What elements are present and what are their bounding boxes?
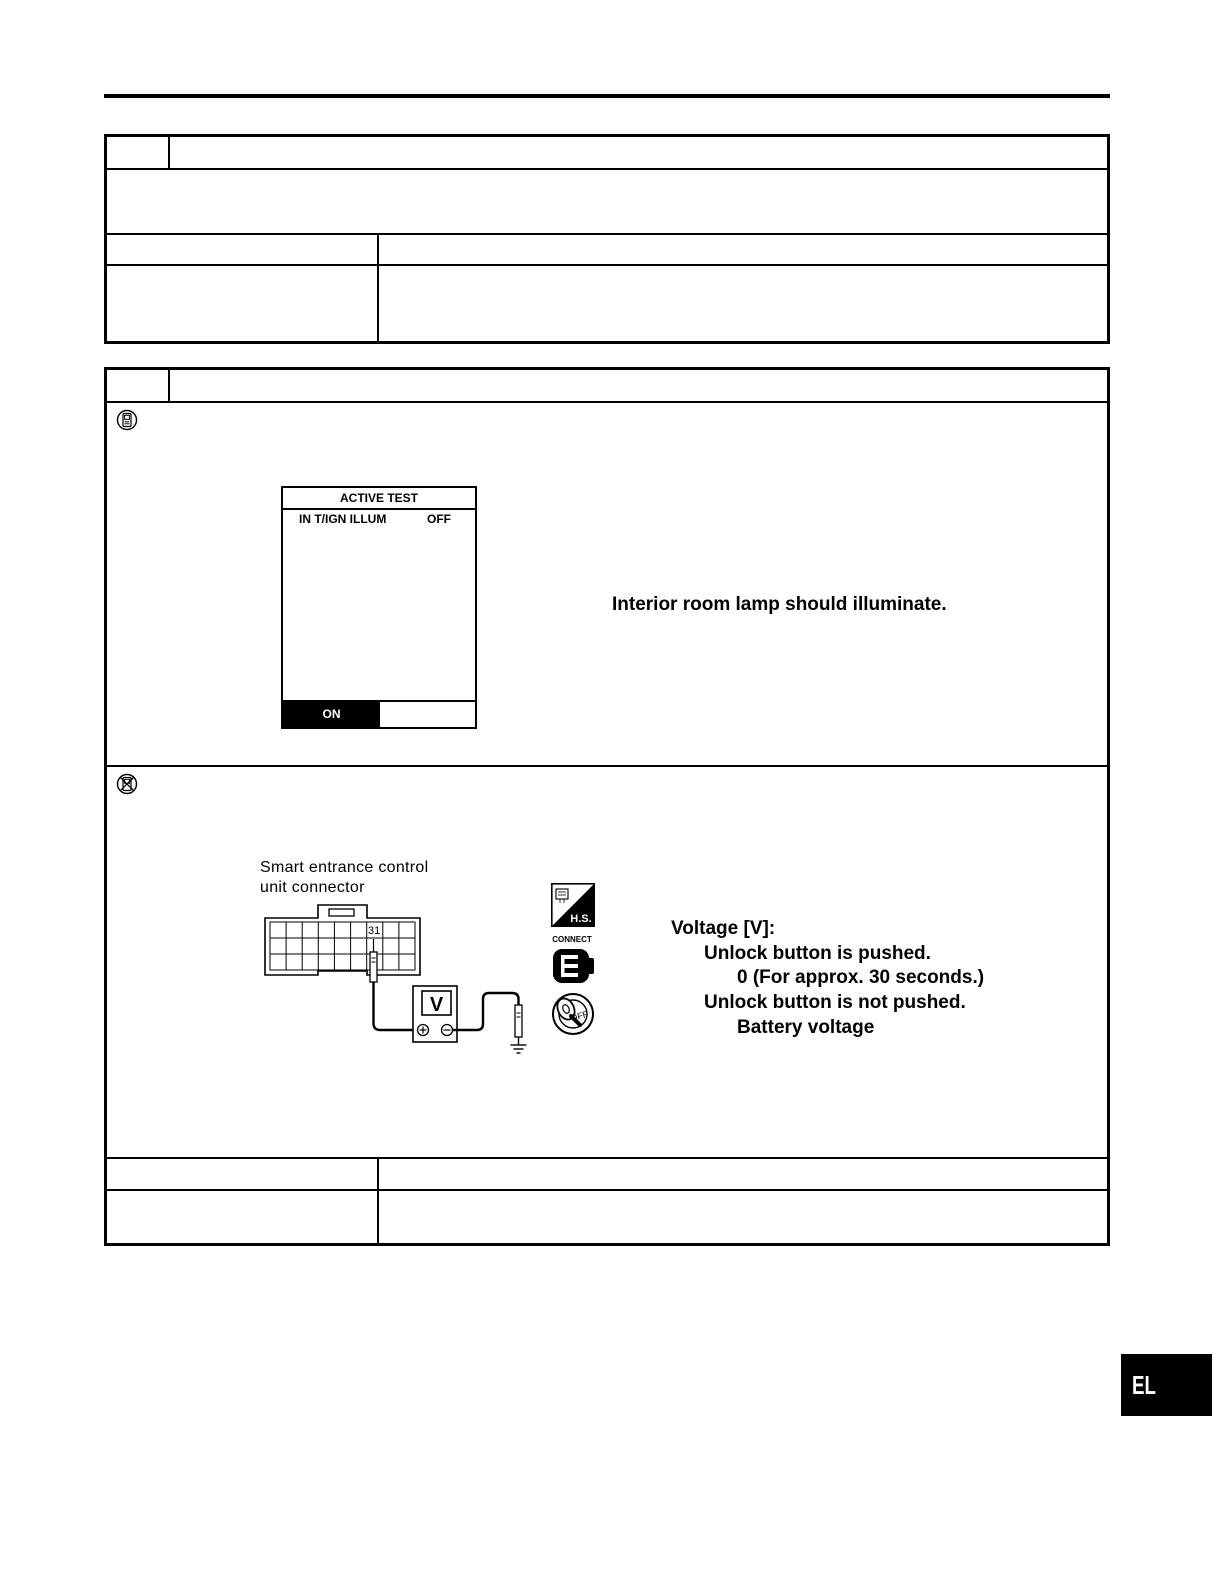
page-header-rule xyxy=(104,94,1110,98)
ignition-off-label: OFF xyxy=(569,1008,590,1024)
active-test-screen xyxy=(281,486,477,729)
connector-caption-line-2: unit connector xyxy=(260,879,365,896)
active-test-button-bar xyxy=(283,700,475,727)
spec-heading: Voltage [V]: xyxy=(671,918,776,939)
negative-terminal xyxy=(442,1025,453,1036)
step-1-result-row-rule xyxy=(104,264,1110,266)
expected-result-text: Interior room lamp should illuminate. xyxy=(612,594,947,615)
step-2-result-row-rule xyxy=(104,1189,1110,1191)
voltmeter-label: V xyxy=(429,994,444,1016)
positive-lead-wire xyxy=(374,982,418,1030)
button-bar-blank xyxy=(380,702,475,727)
consult-tool-icon xyxy=(116,409,138,431)
step-2-result-column-divider xyxy=(377,1157,379,1246)
probe-positive xyxy=(370,952,377,982)
connector-connect-icon xyxy=(549,945,597,987)
ground-symbol xyxy=(511,1037,527,1053)
negative-lead-wire xyxy=(453,993,519,1030)
step-2-number-cell-divider xyxy=(168,367,170,403)
step-2-box xyxy=(104,367,1110,1246)
voltage-check-diagram xyxy=(255,895,545,1065)
spec-value-2: Battery voltage xyxy=(737,1017,875,1038)
harness-side-icon xyxy=(551,883,595,927)
harness-side-label: H.S. xyxy=(570,913,592,925)
section-tab xyxy=(1121,1354,1212,1416)
step-1-header-rule xyxy=(104,168,1110,170)
spec-condition-1: Unlock button is pushed. xyxy=(704,943,931,964)
step-1-box xyxy=(104,134,1110,344)
spec-condition-2: Unlock button is not pushed. xyxy=(704,992,966,1013)
step-1-result-header-rule xyxy=(104,233,1110,235)
terminal-number-label: 31 xyxy=(368,925,381,937)
step-2-result-header-rule xyxy=(104,1157,1110,1159)
connector-caption-line-1: Smart entrance control xyxy=(260,859,429,876)
step-1-number-cell-divider xyxy=(168,134,170,170)
step-2-section-divider xyxy=(104,765,1110,767)
step-2-header-rule xyxy=(104,401,1110,403)
connect-label: CONNECT xyxy=(552,935,592,944)
ignition-off-icon xyxy=(549,989,597,1037)
no-consult-tool-icon xyxy=(116,773,138,795)
step-1-result-column-divider xyxy=(377,233,379,344)
on-button: ON xyxy=(283,702,380,727)
active-test-title: ACTIVE TEST xyxy=(283,488,475,510)
spec-value-1: 0 (For approx. 30 seconds.) xyxy=(737,967,985,988)
positive-terminal xyxy=(418,1025,429,1036)
probe-negative xyxy=(515,1005,522,1037)
section-tab-label: EL xyxy=(1132,1370,1156,1400)
active-test-item-value: OFF xyxy=(427,512,451,526)
active-test-item-label: IN T/IGN ILLUM xyxy=(299,512,387,526)
